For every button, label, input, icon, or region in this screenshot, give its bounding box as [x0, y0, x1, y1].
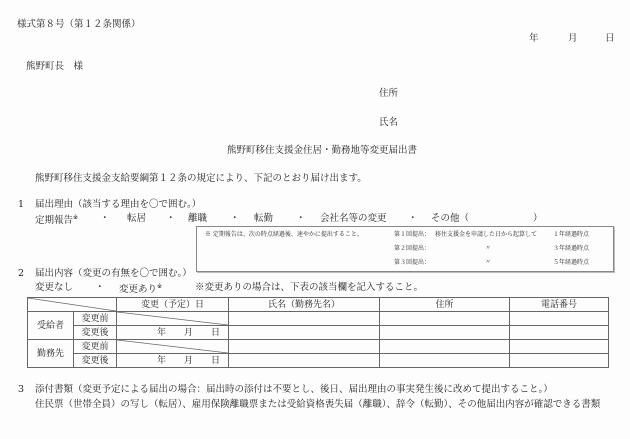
- diagonal-line-icon: [117, 312, 228, 325]
- note-row-2-label: 第２回提出：: [394, 245, 431, 252]
- section3-body: 住民票（世帯全員）の写し（転居）、雇用保険離職票または受給資格喪失届（離職）、辞令（転勤）、その他届出内容が確認できる書類: [35, 399, 601, 410]
- note-row-1-end: １年経過時点: [553, 231, 590, 238]
- row-label-after: 変更後: [74, 326, 117, 340]
- row-label-before: 変更前: [74, 340, 117, 354]
- group-label-workplace: 勤務先: [28, 340, 74, 368]
- table-row: [28, 312, 609, 326]
- note-row-3-label: 第３回提出：: [394, 259, 431, 266]
- section2-heading: 届出内容（変更の有無を〇で囲む。）: [35, 268, 192, 279]
- diagonal-line-icon: [117, 340, 228, 353]
- applicant-name-label: 氏名: [379, 117, 399, 128]
- row-label-after: 変更後: [74, 354, 117, 368]
- form-number: 様式第８号（第１２条関係）: [17, 19, 141, 30]
- separator: ・: [408, 213, 418, 224]
- option-other-close: ）: [533, 213, 543, 224]
- recipient-address-after-input[interactable]: [380, 326, 510, 340]
- separator: ・: [296, 213, 306, 224]
- header-change-date: 変更（予定）日: [117, 298, 229, 312]
- section1-number: 1: [18, 199, 25, 210]
- date-cell-struck: [117, 340, 229, 354]
- note-row-3-end: ５年経過時点: [553, 259, 590, 266]
- section2-number: 2: [18, 268, 25, 279]
- workplace-phone-before-input[interactable]: [510, 340, 609, 354]
- workplace-address-before-input[interactable]: [380, 340, 510, 354]
- change-table-note: ※変更ありの場合は、下表の該当欄を記入すること。: [195, 282, 424, 293]
- header-phone: 電話番号: [510, 298, 609, 312]
- workplace-name-before-input[interactable]: [229, 340, 380, 354]
- separator: ・: [230, 213, 240, 224]
- date-month-label: 月: [568, 33, 578, 44]
- note-row-2-end: ３年経過時点: [553, 245, 590, 252]
- date-day-label: 日: [605, 33, 615, 44]
- section3-number: 3: [18, 384, 25, 395]
- row-label-before: 変更前: [74, 312, 117, 326]
- note-lead: ※ 定期報告は、次の時点経過後、速やかに提出すること。: [205, 231, 363, 238]
- recipient-phone-before-input[interactable]: [510, 312, 609, 326]
- recipient-address-before-input[interactable]: [380, 312, 510, 326]
- note-row-1-label: 第１回提出：: [394, 231, 431, 238]
- section3-heading: 添付書類（変更予定による届出の場合：届出時の添付は不要とし、後日、届出理由の事実発生後に改めて提出すること。）: [35, 384, 553, 395]
- recipient-change-date-input[interactable]: 年 月 日: [117, 326, 229, 340]
- date-year-label: 年: [529, 33, 539, 44]
- intro-text: 熊野町移住支援金支給要綱第１２条の規定により、下記のとおり届け出ます。: [35, 173, 367, 184]
- separator: ・: [166, 213, 176, 224]
- periodic-report-note-box: [196, 226, 614, 272]
- separator: ・: [100, 213, 110, 224]
- recipient-phone-after-input[interactable]: [510, 326, 609, 340]
- group-label-recipient: 受給者: [28, 312, 74, 340]
- option-company-name-change[interactable]: 会社名等の変更: [320, 213, 387, 224]
- option-no-change[interactable]: 変更なし: [35, 282, 74, 293]
- document-title: 熊野町移住支援金住居・勤務地等変更届出書: [227, 145, 418, 156]
- note-row-1-middle: 移住支援金を申請した日から起算して: [435, 231, 538, 238]
- option-relocation[interactable]: 転居: [127, 213, 147, 224]
- recipient-name-before-input[interactable]: [229, 312, 380, 326]
- table-row: [28, 354, 609, 368]
- workplace-name-after-input[interactable]: [229, 354, 380, 368]
- addressee: 熊野町長 様: [26, 61, 84, 72]
- option-periodic-report[interactable]: 定期報告※: [35, 214, 79, 227]
- table-header-row: [28, 298, 609, 312]
- section1-heading: 届出理由（該当する理由を〇で囲む。）: [35, 199, 202, 210]
- date-cell-struck: [117, 312, 229, 326]
- workplace-phone-after-input[interactable]: [510, 354, 609, 368]
- change-details-table: [27, 297, 609, 368]
- option-transfer[interactable]: 転勤: [254, 213, 274, 224]
- separator: ・: [95, 282, 105, 293]
- note-row-3-middle: 〃: [485, 259, 492, 266]
- workplace-address-after-input[interactable]: [380, 354, 510, 368]
- header-name: 氏名（勤務先名）: [229, 298, 380, 312]
- option-job-leave[interactable]: 離職: [188, 213, 208, 224]
- header-address: 住所: [380, 298, 510, 312]
- diagonal-line-icon: [28, 298, 116, 311]
- applicant-address-label: 住所: [379, 88, 399, 99]
- corner-cell: [28, 298, 117, 312]
- note-row-2-middle: 〃: [485, 245, 492, 252]
- table-row: [28, 340, 609, 354]
- workplace-change-date-input[interactable]: 年 月 日: [117, 354, 229, 368]
- table-row: [28, 326, 609, 340]
- recipient-name-after-input[interactable]: [229, 326, 380, 340]
- option-change[interactable]: 変更あり※: [119, 283, 163, 296]
- option-other[interactable]: その他（: [431, 213, 470, 224]
